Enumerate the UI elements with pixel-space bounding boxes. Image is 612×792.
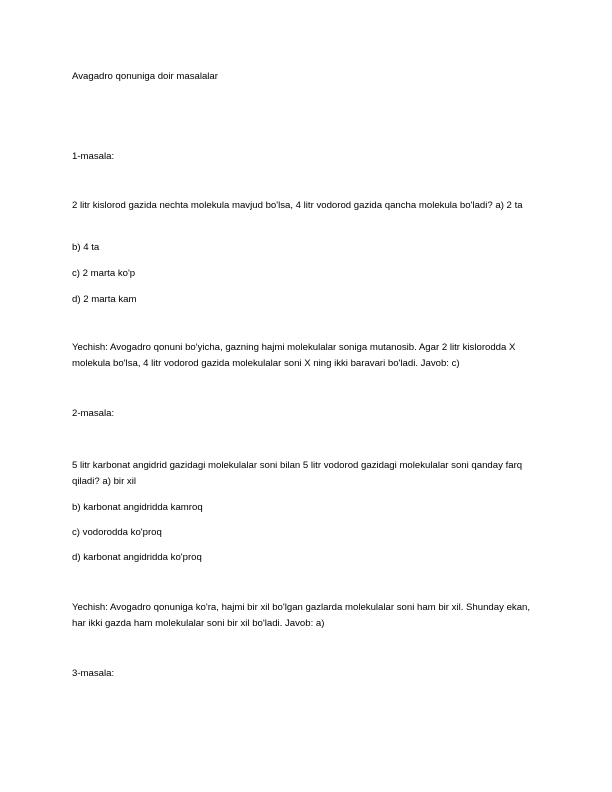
problem-2-option-d: d) karbonat angidridda ko'proq <box>72 552 202 563</box>
problem-2-heading: 2-masala: <box>72 408 115 419</box>
problem-2-option-b: b) karbonat angidridda kamroq <box>72 502 203 513</box>
problem-3-heading: 3-masala: <box>72 668 115 679</box>
problem-1-option-b: b) 4 ta <box>72 242 100 253</box>
problem-1-option-d: d) 2 marta kam <box>72 294 137 305</box>
problem-1-option-c: c) 2 marta ko'p <box>72 268 136 279</box>
problem-2-solution: Yechish: Avogadro qonuniga ko'ra, hajmi bir xil bo'lgan gazlarda molekulalar soni ham bir xil. Shunday ekan, har ikki gazda ham molekulalar soni bir xil bo'ladi. Javob: a) <box>72 602 531 629</box>
problem-1-heading: 1-masala: <box>72 151 115 162</box>
problem-1-solution: Yechish: Avogadro qonuni bo'yicha, gazning hajmi molekulalar soniga mutanosib. Agar 2 litr kislorodda X molekula bo'lsa, 4 litr vodorod gazida molekulalar soni X ning ikki baravari bo'ladi. Javob: c) <box>72 342 516 369</box>
problem-2-question: 5 litr karbonat angidrid gazidagi molekulalar soni bilan 5 litr vodorod gazidagi molekulalar soni qanday farq qiladi? a) bir xil <box>72 460 523 487</box>
document-title: Avagadro qonuniga doir masalalar <box>72 71 218 82</box>
problem-1-question: 2 litr kislorod gazida nechta molekula mavjud bo'lsa, 4 litr vodorod gazida qancha molekula bo'ladi? a) 2 ta <box>72 200 523 211</box>
problem-2-option-c: c) vodorodda ko'proq <box>72 527 162 538</box>
